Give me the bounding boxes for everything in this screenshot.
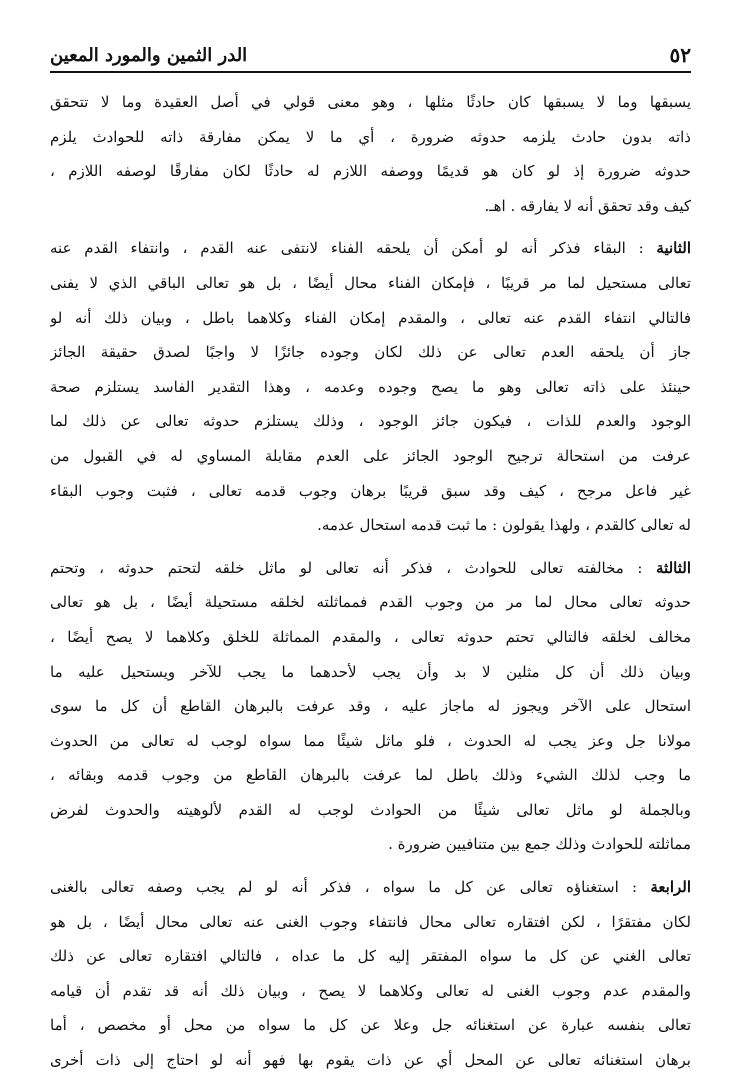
text-line: الوجود والعدم للذات ، فيكون جائز الوجود ، وذلك يستلزم حدوثه تعالى عن ذلك لما — [50, 412, 691, 431]
header-rule — [50, 71, 691, 73]
text-line: مماثلته للحوادث وذلك جمع بين متنافيين ضرورة . — [388, 835, 691, 854]
running-title: الدر الثمين والمورد المعين — [50, 44, 248, 66]
text-line — [50, 231, 691, 266]
text-line: استحال على الآخر ويجوز له ماجاز عليه ، وقد عرفت بالبرهان القاطع أن كل ما سوى — [50, 697, 691, 716]
text-line: حينئذ على ذاته تعالى وهو ما يصح وجوده وعدمه ، وهذا التقدير الفاسد يستلزم صحة — [50, 377, 691, 396]
text-line-rest: : استغناؤه تعالى عن كل ما سواه ، فذكر أنه لو لم يجب وصفه تعالى بالغنى — [50, 878, 638, 897]
paragraph-lead: الثانية — [656, 239, 691, 258]
page-header — [50, 40, 691, 70]
text-line: والمقدم عدم وجوب الغنى له تعالى وكلاهما لا يصح ، وبيان ذلك أنه قد تقدم أن قيامه — [50, 981, 691, 1000]
text-line: برهان استغنائه تعالى عن المحل أي عن ذات يقوم بها فهو أنه لو احتاج إلى ذات أخرى — [50, 1051, 691, 1070]
text-line: جاز أن يلحقه العدم تعالى عن ذلك لكان وجوده جائزًا لا واجبًا لصدق حقيقة الجائز — [50, 343, 691, 362]
text-line: وبيان ذلك أن كل مثلين لا بد وأن يجب لأحدهما ما يجب للآخر ويستحيل عليه ما — [50, 662, 691, 681]
text-line: عرفت من استحالة ترجيح الوجود الجائز على العدم مقابلة المساوي له في القبول من — [50, 446, 691, 465]
text-line: فالتالي انتفاء القدم عنه تعالى ، والمقدم إمكان الفناء وكلاهما باطل ، وبيان ذلك أنه لو — [50, 308, 691, 327]
text-line-rest: : مخالفته تعالى للحوادث ، فذكر أنه تعالى لو ماثل خلقه لتحتم حدوثه ، وتحتم — [50, 558, 643, 577]
paragraph-3 — [50, 551, 691, 862]
text-line: يسبقها وما لا يسبقها كان حادثًا مثلها ، وهو معنى قولي في أصل العقيدة وما لا تتحقق — [50, 93, 691, 111]
paragraph-lead: الرابعة — [650, 878, 691, 897]
text-line: مخالف لخلقه فالتالي تحتم حدوثه تعالى ، والمقدم المماثلة للخلق وكلاهما لا يصح أيضًا ، — [50, 627, 691, 646]
text-line: حدوثه تعالى محال لما مر من وجوب القدم فمماثلته لخلقه مستحيلة أيضًا ، بل هو تعالى — [50, 593, 691, 612]
text-line: حدوثه ضرورة إذ لو كان هو قديمًا ووصفه اللازم له حادثًا لكان مفارقًا لوصفه اللازم ، — [50, 162, 691, 181]
text-line: تعالى الغني عن كل ما سواه المفتقر إليه كل ما عداه ، فالتالي افتقاره تعالى عن ذلك — [50, 947, 691, 966]
text-line: كيف وقد تحقق أنه لا يفارقه . اهـ. — [484, 196, 691, 215]
text-line: وبالجملة لو ماثل تعالى شيئًا من الحوادث لوجب له القدم لألوهيته والحدوث لفرض — [50, 800, 691, 819]
page-number: ٥٢ — [669, 43, 691, 67]
text-line: مولانا جل وعز يجب له الحدوث ، فلو ماثل شيئًا مما سواه لوجب له تعالى من الحدوث — [50, 731, 691, 750]
text-line — [50, 551, 691, 586]
text-line: تعالى بنفسه عبارة عن استغنائه جل وعلا عن كل ما سواه من محل أو مخصص ، أما — [50, 1016, 691, 1035]
text-line — [50, 870, 691, 905]
text-line: ذاته بدون حادث يلزمه حدوثه ضرورة ، أي ما لا يمكن مفارقة ذاته للحوادث يلزم — [50, 127, 691, 146]
page-body — [50, 85, 691, 1078]
text-line: لكان مفتقرًا ، لكن افتقاره تعالى محال فانتفاء وجوب الغنى عنه تعالى محال أيضًا ، بل هو — [50, 912, 691, 931]
paragraph-1 — [50, 85, 691, 223]
text-line-rest: : البقاء فذكر أنه لو أمكن أن يلحقه الفناء لانتفى عنه القدم ، وانتفاء القدم عنه — [50, 239, 644, 258]
paragraph-4 — [50, 870, 691, 1078]
text-line: تعالى مستحيل لما مر قريبًا ، فإمكان الفناء محال أيضًا ، بل هو تعالى الباقي الذي لا يفنى — [50, 273, 691, 292]
paragraph-2 — [50, 231, 691, 542]
text-line: ما وجب لذلك الشيء وذلك باطل لما عرفت بالبرهان القاطع من وجوب قدمه وبقائه ، — [50, 766, 691, 785]
text-line: له تعالى كالقدم ، ولهذا يقولون : ما ثبت قدمه استحال عدمه. — [317, 516, 691, 535]
text-line: غير فاعل مرجح ، كيف وقد سبق قريبًا برهان وجوب قدمه تعالى ، فثبت وجوب البقاء — [50, 481, 691, 500]
paragraph-lead: الثالثة — [656, 558, 691, 577]
